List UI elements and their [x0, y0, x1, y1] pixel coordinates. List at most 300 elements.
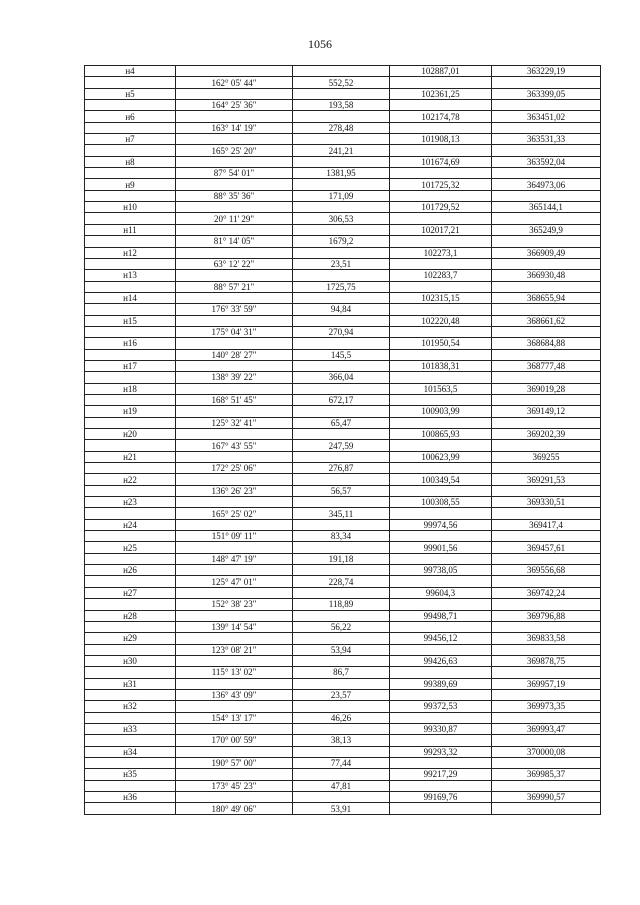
length-spacer-cell [293, 451, 390, 462]
angle-spacer-cell [176, 429, 293, 440]
x-coordinate-cell: 101908,13 [390, 134, 492, 145]
bearing-angle-cell: 136° 26' 23" [176, 485, 293, 496]
segment-spacer-cell [492, 77, 601, 88]
segment-spacer-cell [492, 304, 601, 315]
coordinates-table-body [85, 66, 601, 815]
bearing-angle-cell: 180° 49' 06" [176, 803, 293, 814]
x-coordinate-cell: 99456,12 [390, 633, 492, 644]
segment-spacer-cell [85, 712, 176, 723]
segment-spacer-cell [492, 394, 601, 405]
segment-spacer-cell [492, 667, 601, 678]
x-coordinate-cell: 100865,93 [390, 429, 492, 440]
length-spacer-cell [293, 66, 390, 77]
point-row [85, 723, 601, 734]
y-coordinate-cell: 365144,1 [492, 202, 601, 213]
length-spacer-cell [293, 792, 390, 803]
segment-spacer-cell [492, 122, 601, 133]
length-spacer-cell [293, 224, 390, 235]
point-row [85, 474, 601, 485]
segment-row [85, 803, 601, 814]
segment-row [85, 508, 601, 519]
point-row [85, 746, 601, 757]
bearing-angle-cell: 175° 04' 31" [176, 326, 293, 337]
segment-spacer-cell [390, 281, 492, 292]
segment-spacer-cell [492, 576, 601, 587]
segment-spacer-cell [390, 394, 492, 405]
point-row [85, 247, 601, 258]
segment-length-cell: 38,13 [293, 735, 390, 746]
y-coordinate-cell: 369957,19 [492, 678, 601, 689]
segment-spacer-cell [85, 100, 176, 111]
point-name-cell: н14 [85, 292, 176, 303]
length-spacer-cell [293, 202, 390, 213]
point-row [85, 270, 601, 281]
segment-spacer-cell [85, 77, 176, 88]
segment-row [85, 326, 601, 337]
segment-spacer-cell [85, 508, 176, 519]
length-spacer-cell [293, 247, 390, 258]
x-coordinate-cell: 100903,99 [390, 406, 492, 417]
segment-row [85, 349, 601, 360]
segment-spacer-cell [390, 712, 492, 723]
point-row [85, 792, 601, 803]
segment-row [85, 757, 601, 768]
segment-length-cell: 247,59 [293, 440, 390, 451]
segment-row [85, 780, 601, 791]
point-row [85, 565, 601, 576]
segment-spacer-cell [85, 803, 176, 814]
x-coordinate-cell: 99426,63 [390, 655, 492, 666]
point-row [85, 655, 601, 666]
x-coordinate-cell: 99738,05 [390, 565, 492, 576]
length-spacer-cell [293, 542, 390, 553]
segment-spacer-cell [390, 780, 492, 791]
segment-spacer-cell [85, 553, 176, 564]
y-coordinate-cell: 369202,39 [492, 429, 601, 440]
bearing-angle-cell: 139° 14' 54" [176, 621, 293, 632]
bearing-angle-cell: 167° 43' 55" [176, 440, 293, 451]
segment-length-cell: 86,7 [293, 667, 390, 678]
segment-row [85, 485, 601, 496]
segment-spacer-cell [492, 326, 601, 337]
segment-spacer-cell [492, 372, 601, 383]
segment-spacer-cell [390, 735, 492, 746]
angle-spacer-cell [176, 769, 293, 780]
angle-spacer-cell [176, 519, 293, 530]
segment-length-cell: 1381,95 [293, 168, 390, 179]
segment-spacer-cell [390, 440, 492, 451]
bearing-angle-cell: 81° 14' 05" [176, 236, 293, 247]
y-coordinate-cell: 366909,49 [492, 247, 601, 258]
point-row [85, 338, 601, 349]
bearing-angle-cell: 20° 11' 29" [176, 213, 293, 224]
segment-spacer-cell [85, 576, 176, 587]
segment-length-cell: 145,5 [293, 349, 390, 360]
point-row [85, 633, 601, 644]
segment-spacer-cell [85, 735, 176, 746]
y-coordinate-cell: 364973,06 [492, 179, 601, 190]
y-coordinate-cell: 369255 [492, 451, 601, 462]
point-name-cell: н35 [85, 769, 176, 780]
x-coordinate-cell: 99498,71 [390, 610, 492, 621]
segment-spacer-cell [85, 644, 176, 655]
segment-length-cell: 23,51 [293, 258, 390, 269]
segment-row [85, 576, 601, 587]
point-row [85, 179, 601, 190]
segment-spacer-cell [85, 599, 176, 610]
segment-spacer-cell [390, 258, 492, 269]
angle-spacer-cell [176, 179, 293, 190]
segment-spacer-cell [492, 599, 601, 610]
angle-spacer-cell [176, 270, 293, 281]
segment-spacer-cell [390, 349, 492, 360]
point-name-cell: н25 [85, 542, 176, 553]
bearing-angle-cell: 173° 45' 23" [176, 780, 293, 791]
point-name-cell: н7 [85, 134, 176, 145]
x-coordinate-cell: 101674,69 [390, 156, 492, 167]
y-coordinate-cell: 369149,12 [492, 406, 601, 417]
y-coordinate-cell: 368655,94 [492, 292, 601, 303]
length-spacer-cell [293, 701, 390, 712]
point-name-cell: н26 [85, 565, 176, 576]
point-row [85, 587, 601, 598]
length-spacer-cell [293, 655, 390, 666]
segment-length-cell: 47,81 [293, 780, 390, 791]
segment-length-cell: 56,22 [293, 621, 390, 632]
point-row [85, 542, 601, 553]
segment-spacer-cell [85, 326, 176, 337]
segment-spacer-cell [390, 689, 492, 700]
segment-spacer-cell [492, 621, 601, 632]
segment-spacer-cell [390, 122, 492, 133]
bearing-angle-cell: 163° 14' 19" [176, 122, 293, 133]
segment-row [85, 100, 601, 111]
x-coordinate-cell: 100349,54 [390, 474, 492, 485]
x-coordinate-cell: 102887,01 [390, 66, 492, 77]
segment-spacer-cell [492, 349, 601, 360]
x-coordinate-cell: 99389,69 [390, 678, 492, 689]
angle-spacer-cell [176, 678, 293, 689]
point-name-cell: н6 [85, 111, 176, 122]
segment-spacer-cell [492, 689, 601, 700]
x-coordinate-cell: 102283,7 [390, 270, 492, 281]
angle-spacer-cell [176, 66, 293, 77]
x-coordinate-cell: 102361,25 [390, 88, 492, 99]
y-coordinate-cell: 369993,47 [492, 723, 601, 734]
segment-length-cell: 270,94 [293, 326, 390, 337]
segment-spacer-cell [85, 621, 176, 632]
y-coordinate-cell: 363229,19 [492, 66, 601, 77]
segment-spacer-cell [85, 281, 176, 292]
bearing-angle-cell: 136° 43' 09" [176, 689, 293, 700]
length-spacer-cell [293, 678, 390, 689]
segment-length-cell: 53,91 [293, 803, 390, 814]
y-coordinate-cell: 366930,48 [492, 270, 601, 281]
y-coordinate-cell: 369556,68 [492, 565, 601, 576]
segment-spacer-cell [85, 689, 176, 700]
x-coordinate-cell: 102220,48 [390, 315, 492, 326]
segment-spacer-cell [390, 372, 492, 383]
segment-row [85, 667, 601, 678]
x-coordinate-cell: 102315,15 [390, 292, 492, 303]
segment-spacer-cell [390, 168, 492, 179]
bearing-angle-cell: 162° 05' 44" [176, 77, 293, 88]
segment-spacer-cell [390, 531, 492, 542]
segment-spacer-cell [492, 735, 601, 746]
segment-length-cell: 1725,75 [293, 281, 390, 292]
segment-row [85, 417, 601, 428]
y-coordinate-cell: 368684,88 [492, 338, 601, 349]
y-coordinate-cell: 363451,02 [492, 111, 601, 122]
point-name-cell: н27 [85, 587, 176, 598]
segment-length-cell: 672,17 [293, 394, 390, 405]
point-name-cell: н9 [85, 179, 176, 190]
page-number: 1056 [308, 37, 332, 51]
length-spacer-cell [293, 315, 390, 326]
x-coordinate-cell: 101729,52 [390, 202, 492, 213]
segment-spacer-cell [390, 803, 492, 814]
segment-length-cell: 1679,2 [293, 236, 390, 247]
segment-row [85, 372, 601, 383]
point-row [85, 292, 601, 303]
point-name-cell: н8 [85, 156, 176, 167]
x-coordinate-cell: 99169,76 [390, 792, 492, 803]
point-name-cell: н17 [85, 360, 176, 371]
angle-spacer-cell [176, 542, 293, 553]
length-spacer-cell [293, 292, 390, 303]
point-name-cell: н18 [85, 383, 176, 394]
y-coordinate-cell: 369291,53 [492, 474, 601, 485]
length-spacer-cell [293, 474, 390, 485]
bearing-angle-cell: 151° 09' 11" [176, 531, 293, 542]
segment-spacer-cell [390, 417, 492, 428]
segment-spacer-cell [85, 440, 176, 451]
angle-spacer-cell [176, 202, 293, 213]
y-coordinate-cell: 369973,35 [492, 701, 601, 712]
y-coordinate-cell: 363531,33 [492, 134, 601, 145]
segment-spacer-cell [390, 599, 492, 610]
angle-spacer-cell [176, 655, 293, 666]
segment-row [85, 689, 601, 700]
segment-spacer-cell [85, 304, 176, 315]
point-row [85, 701, 601, 712]
segment-spacer-cell [492, 281, 601, 292]
length-spacer-cell [293, 383, 390, 394]
segment-row [85, 236, 601, 247]
segment-length-cell: 77,44 [293, 757, 390, 768]
angle-spacer-cell [176, 156, 293, 167]
point-name-cell: н15 [85, 315, 176, 326]
angle-spacer-cell [176, 292, 293, 303]
length-spacer-cell [293, 519, 390, 530]
segment-row [85, 213, 601, 224]
y-coordinate-cell: 363592,04 [492, 156, 601, 167]
y-coordinate-cell: 369796,88 [492, 610, 601, 621]
bearing-angle-cell: 154° 13' 17" [176, 712, 293, 723]
segment-length-cell: 94,84 [293, 304, 390, 315]
x-coordinate-cell: 99372,53 [390, 701, 492, 712]
angle-spacer-cell [176, 406, 293, 417]
angle-spacer-cell [176, 587, 293, 598]
segment-spacer-cell [492, 100, 601, 111]
segment-spacer-cell [85, 349, 176, 360]
length-spacer-cell [293, 270, 390, 281]
length-spacer-cell [293, 769, 390, 780]
y-coordinate-cell: 369330,51 [492, 497, 601, 508]
segment-length-cell: 366,04 [293, 372, 390, 383]
x-coordinate-cell: 100308,55 [390, 497, 492, 508]
segment-row [85, 281, 601, 292]
point-name-cell: н24 [85, 519, 176, 530]
segment-spacer-cell [85, 145, 176, 156]
segment-row [85, 735, 601, 746]
length-spacer-cell [293, 587, 390, 598]
x-coordinate-cell: 101950,54 [390, 338, 492, 349]
point-name-cell: н28 [85, 610, 176, 621]
point-row [85, 88, 601, 99]
point-name-cell: н16 [85, 338, 176, 349]
x-coordinate-cell: 102017,21 [390, 224, 492, 235]
point-name-cell: н10 [85, 202, 176, 213]
segment-spacer-cell [390, 304, 492, 315]
point-row [85, 360, 601, 371]
point-name-cell: н20 [85, 429, 176, 440]
segment-row [85, 621, 601, 632]
segment-spacer-cell [492, 236, 601, 247]
segment-length-cell: 191,18 [293, 553, 390, 564]
x-coordinate-cell: 101725,32 [390, 179, 492, 190]
bearing-angle-cell: 164° 25' 36" [176, 100, 293, 111]
point-row [85, 383, 601, 394]
segment-length-cell: 228,74 [293, 576, 390, 587]
segment-length-cell: 241,21 [293, 145, 390, 156]
length-spacer-cell [293, 406, 390, 417]
coordinates-table [84, 65, 601, 815]
point-row [85, 202, 601, 213]
segment-row [85, 258, 601, 269]
segment-spacer-cell [85, 780, 176, 791]
point-row [85, 66, 601, 77]
segment-spacer-cell [85, 667, 176, 678]
point-name-cell: н12 [85, 247, 176, 258]
x-coordinate-cell: 102273,1 [390, 247, 492, 258]
segment-spacer-cell [85, 122, 176, 133]
point-row [85, 429, 601, 440]
length-spacer-cell [293, 565, 390, 576]
length-spacer-cell [293, 610, 390, 621]
segment-row [85, 304, 601, 315]
angle-spacer-cell [176, 723, 293, 734]
segment-length-cell: 171,09 [293, 190, 390, 201]
angle-spacer-cell [176, 111, 293, 122]
angle-spacer-cell [176, 88, 293, 99]
point-name-cell: н34 [85, 746, 176, 757]
segment-row [85, 190, 601, 201]
segment-spacer-cell [492, 712, 601, 723]
x-coordinate-cell: 99974,56 [390, 519, 492, 530]
point-row [85, 224, 601, 235]
segment-row [85, 394, 601, 405]
y-coordinate-cell: 363399,05 [492, 88, 601, 99]
point-row [85, 519, 601, 530]
point-name-cell: н33 [85, 723, 176, 734]
segment-spacer-cell [492, 417, 601, 428]
point-row [85, 610, 601, 621]
point-row [85, 406, 601, 417]
segment-spacer-cell [492, 463, 601, 474]
length-spacer-cell [293, 338, 390, 349]
x-coordinate-cell: 99293,32 [390, 746, 492, 757]
point-name-cell: н21 [85, 451, 176, 462]
segment-spacer-cell [390, 77, 492, 88]
segment-spacer-cell [492, 531, 601, 542]
segment-spacer-cell [390, 576, 492, 587]
segment-spacer-cell [85, 236, 176, 247]
bearing-angle-cell: 152° 38' 23" [176, 599, 293, 610]
segment-row [85, 712, 601, 723]
point-row [85, 769, 601, 780]
y-coordinate-cell: 369457,61 [492, 542, 601, 553]
y-coordinate-cell: 369019,28 [492, 383, 601, 394]
segment-spacer-cell [390, 644, 492, 655]
segment-spacer-cell [492, 168, 601, 179]
segment-length-cell: 53,94 [293, 644, 390, 655]
angle-spacer-cell [176, 746, 293, 757]
x-coordinate-cell: 101838,31 [390, 360, 492, 371]
segment-spacer-cell [492, 213, 601, 224]
x-coordinate-cell: 101563,5 [390, 383, 492, 394]
segment-spacer-cell [85, 485, 176, 496]
point-row [85, 315, 601, 326]
y-coordinate-cell: 365249,9 [492, 224, 601, 235]
bearing-angle-cell: 123° 08' 21" [176, 644, 293, 655]
segment-row [85, 531, 601, 542]
y-coordinate-cell: 368661,62 [492, 315, 601, 326]
segment-spacer-cell [85, 213, 176, 224]
segment-spacer-cell [492, 190, 601, 201]
segment-spacer-cell [492, 553, 601, 564]
point-row [85, 497, 601, 508]
segment-spacer-cell [390, 326, 492, 337]
angle-spacer-cell [176, 633, 293, 644]
segment-row [85, 122, 601, 133]
segment-spacer-cell [390, 100, 492, 111]
bearing-angle-cell: 176° 33' 59" [176, 304, 293, 315]
segment-spacer-cell [492, 508, 601, 519]
length-spacer-cell [293, 633, 390, 644]
point-name-cell: н23 [85, 497, 176, 508]
point-row [85, 451, 601, 462]
angle-spacer-cell [176, 134, 293, 145]
segment-spacer-cell [85, 463, 176, 474]
point-name-cell: н31 [85, 678, 176, 689]
angle-spacer-cell [176, 474, 293, 485]
segment-spacer-cell [492, 803, 601, 814]
segment-spacer-cell [85, 258, 176, 269]
y-coordinate-cell: 369833,58 [492, 633, 601, 644]
segment-spacer-cell [492, 145, 601, 156]
segment-length-cell: 23,57 [293, 689, 390, 700]
length-spacer-cell [293, 497, 390, 508]
x-coordinate-cell: 100623,99 [390, 451, 492, 462]
segment-length-cell: 345,11 [293, 508, 390, 519]
angle-spacer-cell [176, 224, 293, 235]
length-spacer-cell [293, 134, 390, 145]
segment-spacer-cell [492, 485, 601, 496]
length-spacer-cell [293, 179, 390, 190]
point-name-cell: н5 [85, 88, 176, 99]
segment-length-cell: 306,53 [293, 213, 390, 224]
